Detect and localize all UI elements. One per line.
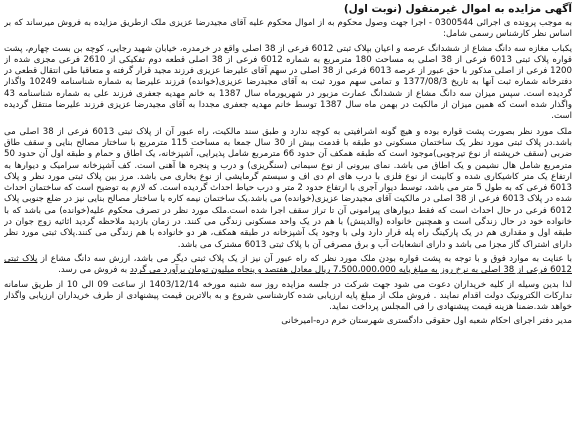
valuation-text-end: به فروش می رسد.	[58, 265, 128, 276]
valuation-amount: پلاک ثبتی 6012 فرعی از 38 اصلی به نرخ روز به مبلغ پایه 7،500،000،000 ریال معادل هفتصد و پنجاه میلیون تومان برآورد می گردد	[4, 253, 572, 276]
auction-paragraph: لذا بدین وسیله از کلیه خریداران دعوت می شود جهت شرکت در جلسه مزایده روز سه شنبه مورخه 1403/12/14 از ساعت 09 الی 10 از طریق سامانه تدارکات الکترونیک دولت اقدام نمایند . فروش ملک از مبلغ پایه ارزیابی شده کارشناسی شروع و به بالاترین قیمت پیشنهادی از طرف خریداران ارزیابی واگذار خواهد شد.ضمنا هزینه قیمت پیشنهادی را فی المجلس پرداخت نماید.	[4, 279, 572, 313]
property-paragraph: یکباب مغازه سه دانگ مشاع از ششدانگ عرصه و اعیان بپلاک ثبتی 6012 فرعی از 38 اصلی واقع در خرمدره، خیابان شهید رجایی، کوچه بن بست چهارم، پشت قواره پلاک ثبتی 6013 فرعی از 38 اصلی به مساحت 180 مترمربع به شماره 6012 فرعی از 38 اصلی قطعه دوم تفکیکی از 2610 فرعی مجزی شده از 1200 فرعی از اصلی مذکور با حق عبور از عرصه 6013 فرعی از 38 اصلی در سهم آقای علیرضا عزیزی فرزند مجید قرار گرفته و متعاقبا طی انتقال قطعی در دفترخانه شماره ثبت آنها به تاریخ 1377/08/3 و تمامی سهم مورد ثبت به آقای مجیدرضا عزیزی(خوانده) فرزند علیرضا به شماره شناسنامه 10249 واگذار گردیده است. سپس میزان سه دانگ مشاع از ششدانگ عمارت مزبور در شهریورماه سال 1387 به خانم مهدیه جعفری فرزند علی به شماره شناسنامه 43 واگذار شده است که همین میزان از مالکیت در بهمن ماه سال 1387 توسط خانم مهدیه جعفری مجددا به آقای مجیدرضا عزیزی فرزند علیرضا منتقل گردیده است.	[4, 43, 572, 122]
intro-paragraph: به موجب پرونده ی اجرائی 0300544 - اجرا جهت وصول محکوم به از اموال محکوم علیه آقای مجیدرضا عزیزی ملک ازطریق مزایده به فروش میرساند که بر اساس نظر کارشناس رسمی شامل:	[4, 18, 572, 40]
auction-notice	[4, 2, 572, 428]
description-paragraph: ملک مورد نظر بصورت پشت قواره بوده و هیچ گونه اشرافیتی به کوچه ندارد و طبق سند مالکیت، راه عبور آن از پلاک ثبتی 6013 فرعی از 38 اصلی می باشد.در پلاک ثبتی مورد نظر یک ساختمان مسکونی دو طبقه با قدمت بیش از 30 سال جمعا به مساحت 115 مترمربع با ساختار مصالح بنایی و سقف طاق ضربی (سقف خرپشته از نوع تیرچوبی)موجود است که طبقه همکف آن حدود 66 مترمربع شامل پذیرایی، آشپزخانه، یک اطاق و حمام و طبقه اول آن حدود 50 مترمربع شامل هال نشیمن و یک اطاق می باشد. نمای بیرونی از نوع سیمانی (سنگریزی) و درب و پنجره ها آهنی است. کف آشپزخانه سرامیک و دیوارها به ارتفاع یک متر کاشیکاری شده و کابینت از نوع فلزی با درب های ام دی اف و سیستم گرمایشی از نوع بخاری می باشد. مرز بین پلاک ثبتی مورد نظر و پلاک 6013 فرعی که به طول 5 متر می باشد، توسط دیوار آجری با ارتفاع حدود 2 متر و درب حیاط احداث گردیده است. که لازم به توضیح است که ساختمان احداث شده در پلاک 6013 فرعی از 38 اصلی در مالکیت آقای مجیدرضا عزیزی(خوانده) می باشد.یک ساختمان نیمه کاره با ساختار مصالح بنایی نیز در ضلع جنوبی پلاک 6012 فرعی در حال احداث است که فقط دیوارهای پیرامونی آن تا تراز سقف اجرا شده است.ملک مورد نظر در تصرف محکوم علیه(خوانده) می باشد که با خانواده خود در حال زندگی است و همچنین خانواده (والدینش) با هم در یک واحد مسکونی زندگی می کنند. در زمان بازدید ملاحظه گردید اثاثیه زوج جوان در طبقه اول و مقداری هم در یک پارکینگ راه پله قرار دارد ولی با وجود یک آشپزخانه در طبقه همکف، هر دو خانواده با هم زندگی می کنند.پلاک ثبتی مورد نظر دارای اشتراک گاز مجزا می باشد و دارای انشعابات آب و برق مصرفی آن با پلاک ثبتی 6013 مشترک می باشد.	[4, 126, 572, 250]
valuation-paragraph	[4, 254, 572, 277]
valuation-text-start: با عنایت به موارد فوق و با توجه به پشت قواره بودن ملک مورد نظر که راه عبور آن نیز از یک پلاک ثبتی دیگر می باشد، ارزش سه دانگ مشاع از	[40, 253, 572, 264]
notice-title: آگهی مزایده به اموال غیرمنقول (نوبت اول)	[343, 3, 572, 15]
signature-line: مدیر دفتر اجرای احکام شعبه اول حقوقی دادگستری شهرستان خرم دره-امیرخانی	[281, 316, 572, 327]
